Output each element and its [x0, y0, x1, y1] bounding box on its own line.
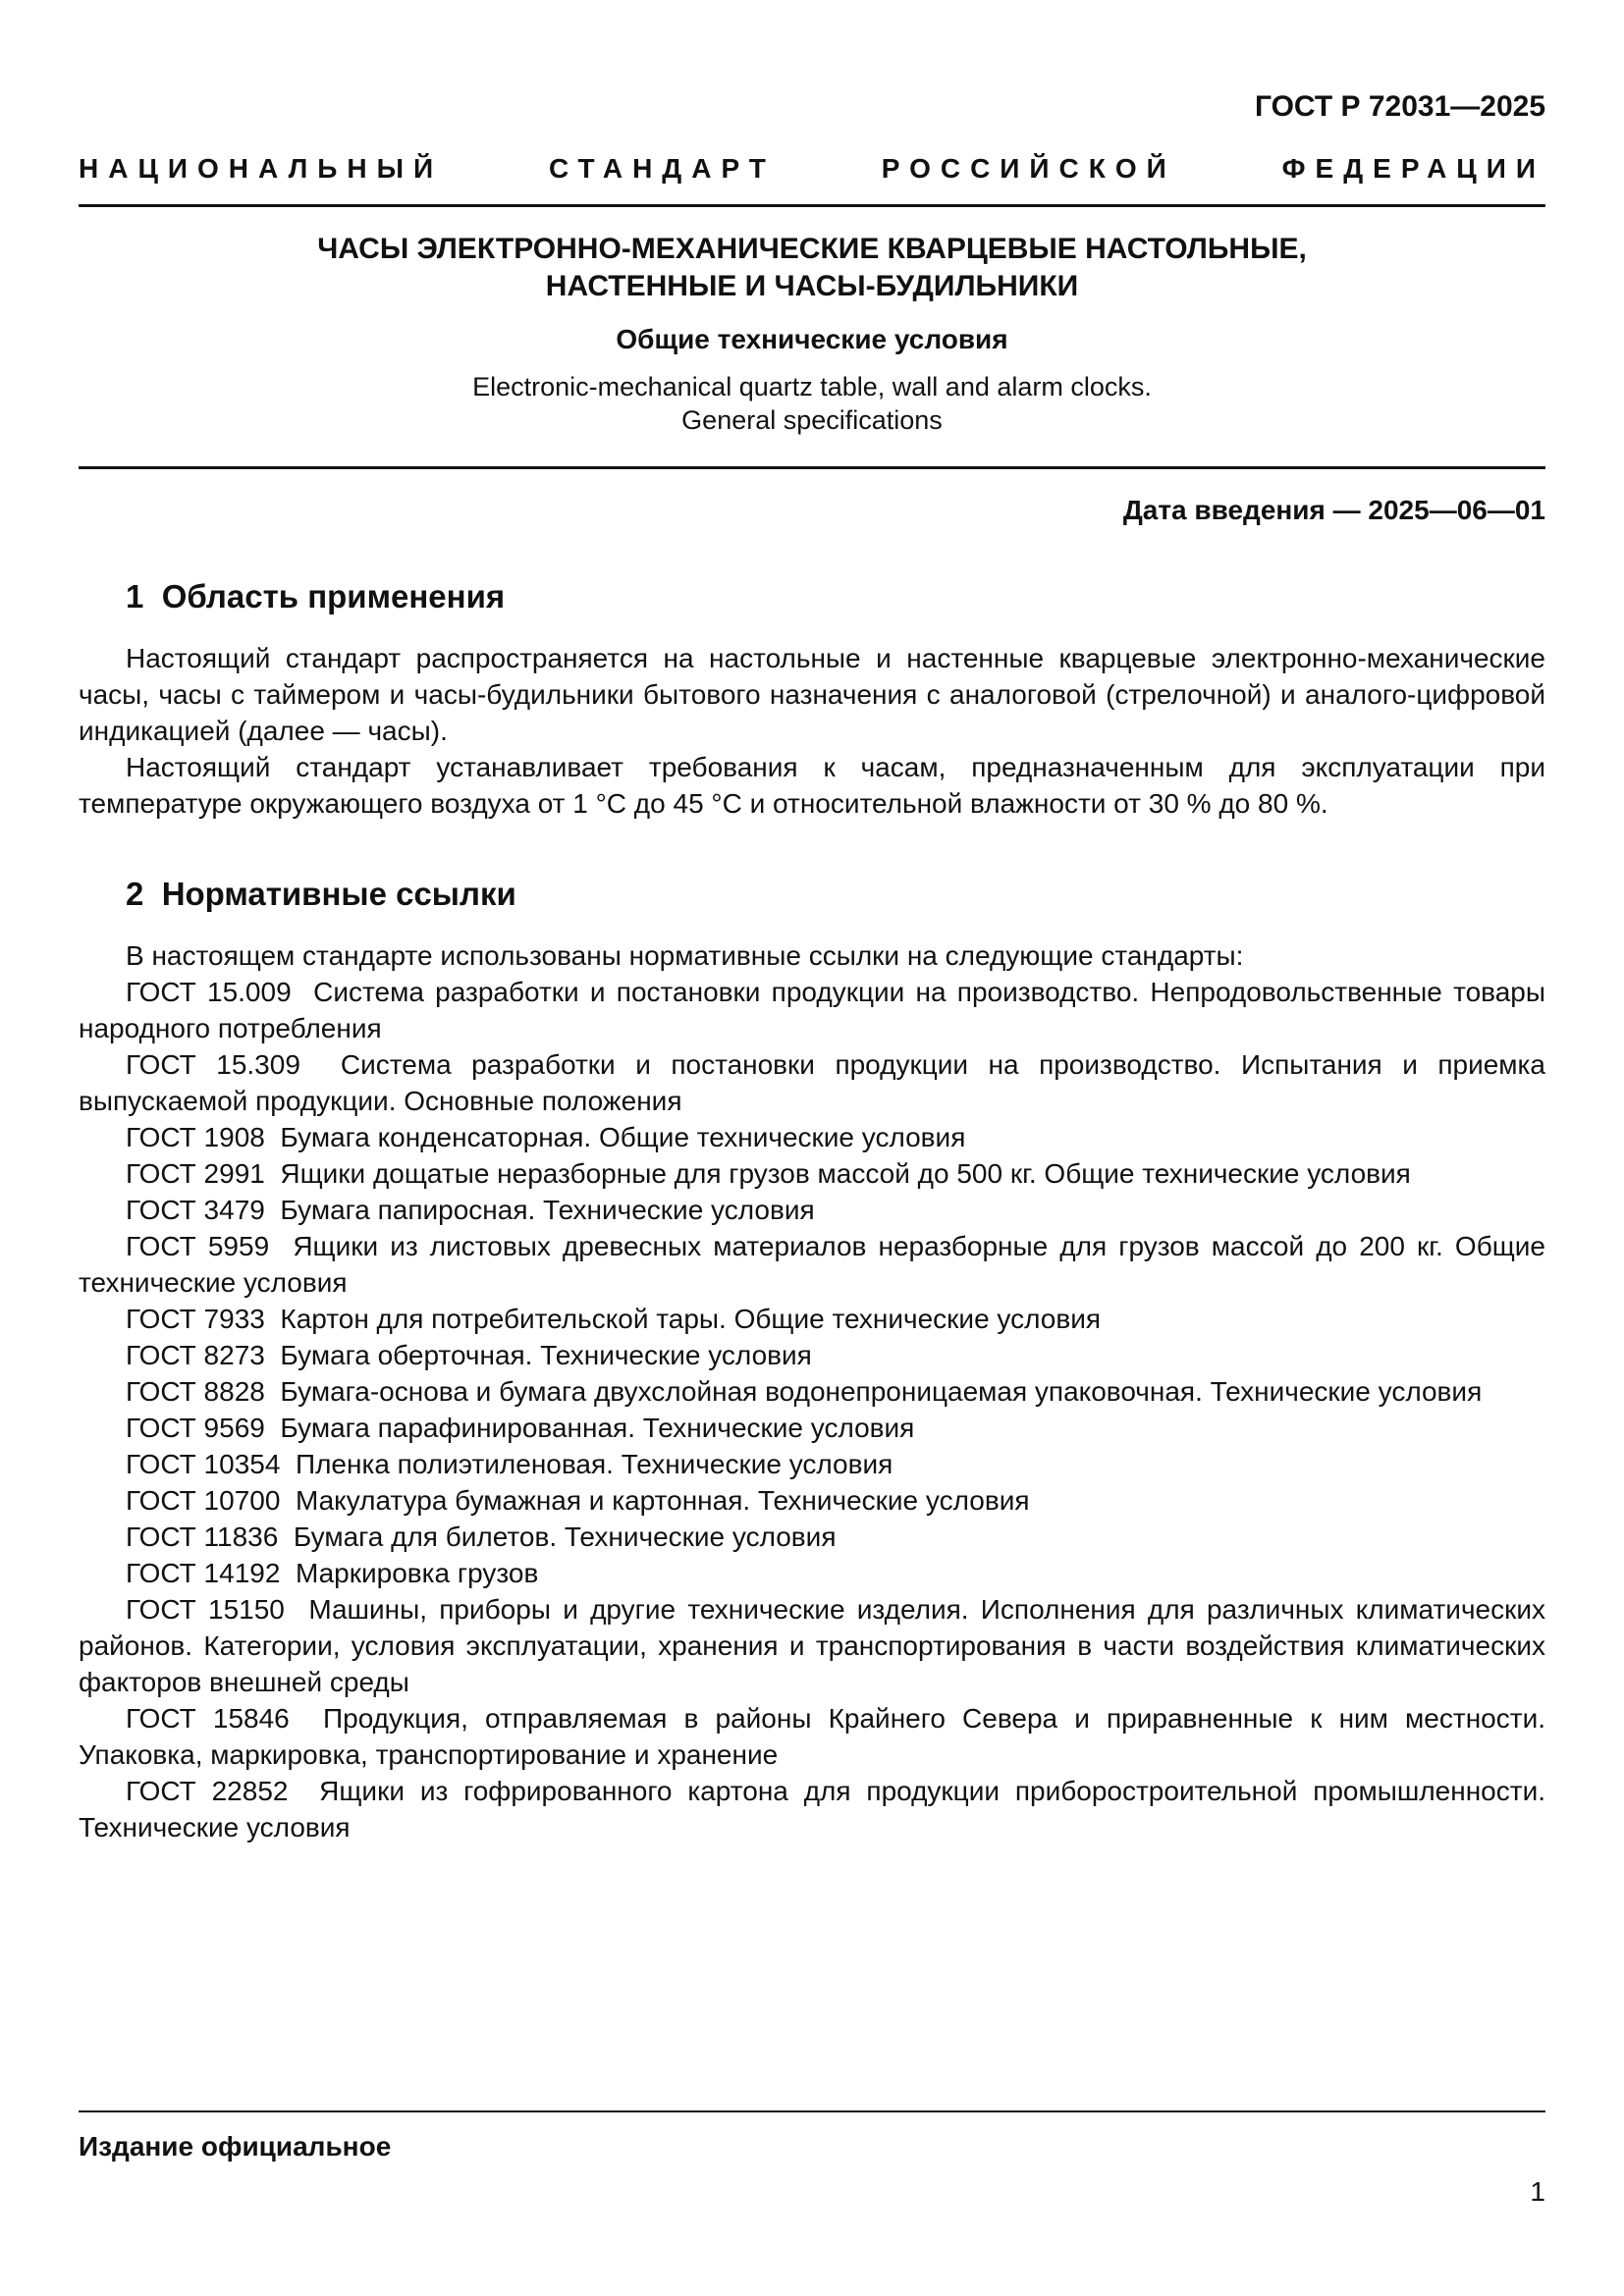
standard-banner: НАЦИОНАЛЬНЫЙ СТАНДАРТ РОССИЙСКОЙ ФЕДЕРАЦИИ	[79, 153, 1545, 184]
reference-item: ГОСТ 10700 Макулатура бумажная и картонная. Технические условия	[126, 1485, 1030, 1516]
reference-item: ГОСТ 7933 Картон для потребительской тары. Общие технические условия	[126, 1304, 1102, 1334]
section-2-heading: 2 Нормативные ссылки	[126, 876, 516, 912]
section-1-paragraph: Настоящий стандарт распространяется на настольные и настенные кварцевые электронно-механические часы, часы с таймером и часы-будильники бытового назначения с аналоговой (стрелочной) и аналого-цифровой индикацией (далее — часы).	[79, 643, 1553, 746]
reference-item: ГОСТ 10354 Пленка полиэтиленовая. Технические условия	[126, 1449, 893, 1479]
effective-date: Дата введения — 2025—06—01	[1122, 495, 1545, 525]
page-number: 1	[1530, 2176, 1545, 2207]
divider-top	[79, 204, 1545, 207]
section-2-intro: В настоящем стандарте использованы нормативные ссылки на следующие стандарты:	[126, 940, 1244, 971]
reference-item: ГОСТ 15150 Машины, приборы и другие технические изделия. Исполнения для различных климатических районов. Категории, условия эксплуатации, хранения и транспортирования в части воздействия климатических факторов внешней среды	[79, 1594, 1553, 1697]
title-english	[79, 370, 1545, 437]
title-line-1: ЧАСЫ ЭЛЕКТРОННО-МЕХАНИЧЕСКИЕ КВАРЦЕВЫЕ НАСТОЛЬНЫЕ,	[317, 233, 1307, 265]
reference-item: ГОСТ 15.309 Система разработки и постановки продукции на производство. Испытания и приемка выпускаемой продукции. Основные положения	[79, 1049, 1553, 1116]
reference-item: ГОСТ 15.009 Система разработки и постановки продукции на производство. Непродовольственные товары народного потребления	[79, 977, 1553, 1043]
reference-item: ГОСТ 8273 Бумага оберточная. Технические условия	[126, 1340, 812, 1370]
reference-item: ГОСТ 22852 Ящики из гофрированного картона для продукции приборостроительной промышленности. Технические условия	[79, 1776, 1553, 1842]
page-footer	[79, 2110, 1545, 2209]
reference-item: ГОСТ 3479 Бумага папиросная. Технические условия	[126, 1195, 815, 1225]
title-line-2: НАСТЕННЫЕ И ЧАСЫ-БУДИЛЬНИКИ	[545, 270, 1079, 302]
section-1-heading: 1 Область применения	[126, 578, 506, 614]
reference-item: ГОСТ 14192 Маркировка грузов	[126, 1558, 539, 1588]
document-subtitle: Общие технические условия	[616, 324, 1008, 354]
reference-item: ГОСТ 11836 Бумага для билетов. Технические условия	[126, 1522, 837, 1552]
section-1-paragraph: Настоящий стандарт устанавливает требования к часам, предназначенным для эксплуатации при температуре окружающего воздуха от 1 °С до 45 °С и относительной влажности от 30 % до 80 %.	[79, 752, 1553, 819]
reference-item: ГОСТ 2991 Ящики дощатые неразборные для грузов массой до 500 кг. Общие технические условия	[126, 1158, 1411, 1189]
reference-item: ГОСТ 8828 Бумага-основа и бумага двухслойная водонепроницаемая упаковочная. Технические условия	[126, 1376, 1483, 1407]
reference-item: ГОСТ 9569 Бумага парафинированная. Технические условия	[126, 1413, 915, 1443]
official-edition-label: Издание официальное	[79, 2131, 392, 2162]
divider-mid	[79, 466, 1545, 469]
doc-number: ГОСТ Р 72031—2025	[1254, 90, 1545, 123]
document-title	[79, 231, 1545, 305]
title-english-line-1: Electronic-mechanical quartz table, wall and alarm clocks.	[472, 372, 1152, 401]
reference-item: ГОСТ 15846 Продукция, отправляемая в районы Крайнего Севера и приравненные к ним местности. Упаковка, маркировка, транспортирование и хранение	[79, 1703, 1553, 1770]
title-english-line-2: General specifications	[681, 405, 943, 435]
reference-item: ГОСТ 1908 Бумага конденсаторная. Общие технические условия	[126, 1122, 966, 1152]
reference-item: ГОСТ 5959 Ящики из листовых древесных материалов неразборные для грузов массой до 200 кг. Общие технические условия	[79, 1231, 1553, 1298]
